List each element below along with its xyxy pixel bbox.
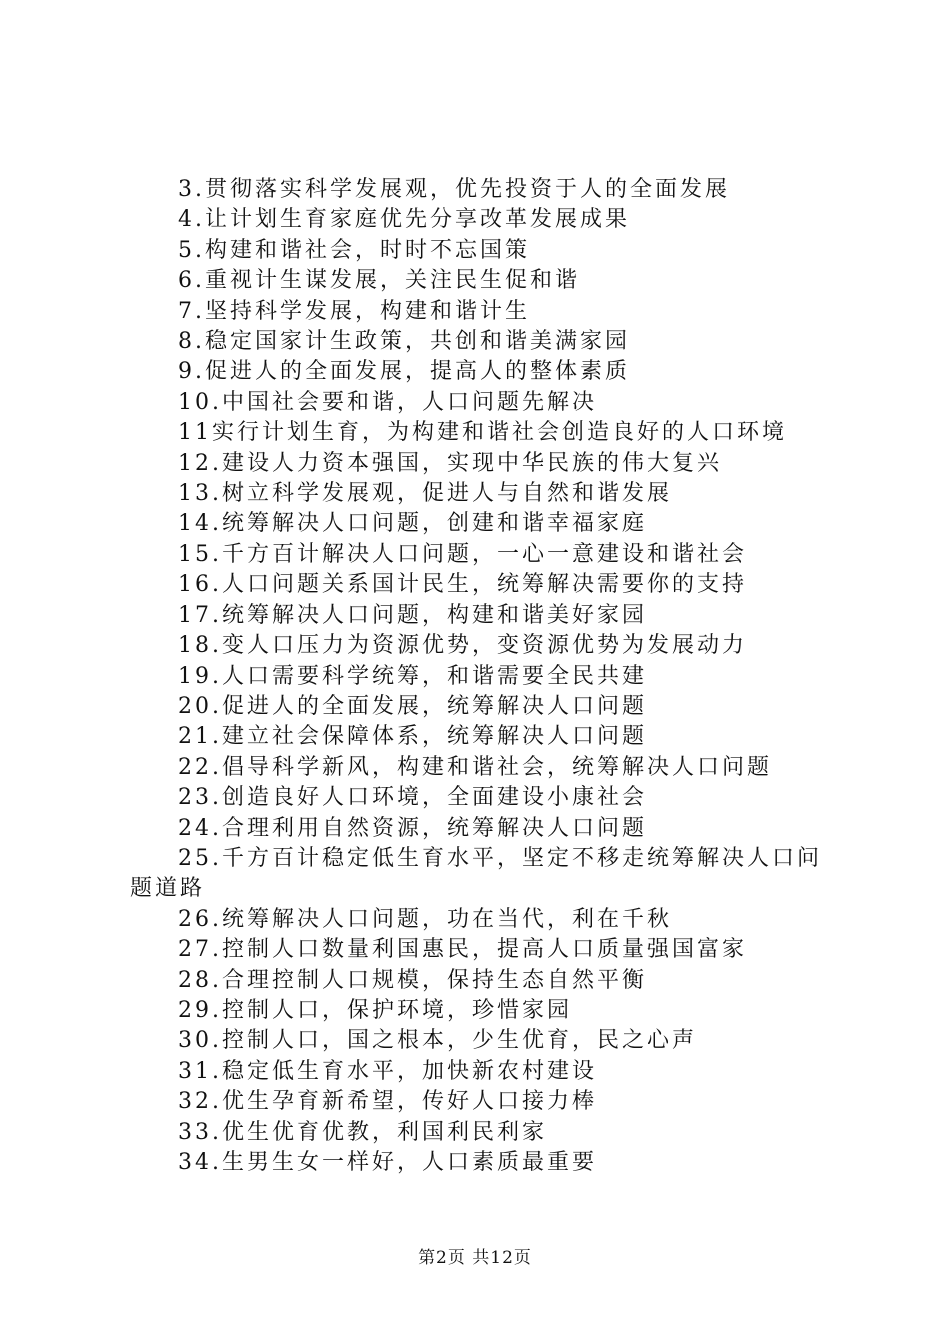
list-item: 30.控制人口，国之根本，少生优育，民之心声 [178,1028,697,1054]
list-item: 7.坚持科学发展，构建和谐计生 [178,298,530,324]
slogan-list [130,175,845,1178]
list-item: 23.创造良好人口环境，全面建设小康社会 [178,785,647,811]
list-item: 10.中国社会要和谐，人口问题先解决 [178,389,597,415]
list-item: 31.稳定低生育水平，加快新农村建设 [178,1058,597,1084]
list-item: 13.树立科学发展观，促进人与自然和谐发展 [178,481,672,507]
list-item: 33.优生优育优教，利国利民利家 [178,1119,547,1145]
list-item: 24.合理利用自然资源，统筹解决人口问题 [178,815,647,841]
list-item: 34.生男生女一样好，人口素质最重要 [178,1150,597,1175]
list-item: 6.重视计生谋发展，关注民生促和谐 [178,268,580,294]
list-item: 11实行计划生育，为构建和谐社会创造良好的人口环境 [178,420,787,446]
list-item: 16.人口问题关系国计民生，统筹解决需要你的支持 [178,572,747,598]
list-item: 32.优生孕育新希望，传好人口接力棒 [178,1089,597,1115]
list-item: 5.构建和谐社会，时时不忘国策 [178,237,530,263]
list-item: 12.建设人力资本强国，实现中华民族的伟大复兴 [178,450,722,476]
list-item: 3.贯彻落实科学发展观，优先投资于人的全面发展 [178,177,730,202]
list-item: 15.千方百计解决人口问题，一心一意建设和谐社会 [178,541,747,567]
list-item: 27.控制人口数量利国惠民，提高人口质量强国富家 [178,937,747,963]
list-item: 19.人口需要科学统筹，和谐需要全民共建 [178,663,647,689]
list-item: 26.统筹解决人口问题，功在当代，利在千秋 [178,906,672,932]
list-item: 28.合理控制人口规模，保持生态自然平衡 [178,967,647,993]
list-item: 25.千方百计稳定低生育水平，坚定不移走统筹解决人口问题道路 [130,845,822,902]
list-item: 21.建立社会保障体系，统筹解决人口问题 [178,724,647,750]
list-item: 4.让计划生育家庭优先分享改革发展成果 [178,207,630,233]
list-item: 8.稳定国家计生政策，共创和谐美满家园 [178,329,630,355]
list-item: 18.变人口压力为资源优势，变资源优势为发展动力 [178,633,747,659]
list-item: 17.统筹解决人口问题，构建和谐美好家园 [178,602,647,628]
list-item: 20.促进人的全面发展，统筹解决人口问题 [178,693,647,719]
page-number-footer: 第2页 共12页 [418,1248,532,1268]
list-item: 22.倡导科学新风，构建和谐社会，统筹解决人口问题 [178,754,772,780]
list-item: 9.促进人的全面发展，提高人的整体素质 [178,359,630,385]
list-item: 29.控制人口，保护环境，珍惜家园 [178,997,572,1023]
list-item: 14.统筹解决人口问题，创建和谐幸福家庭 [178,511,647,537]
